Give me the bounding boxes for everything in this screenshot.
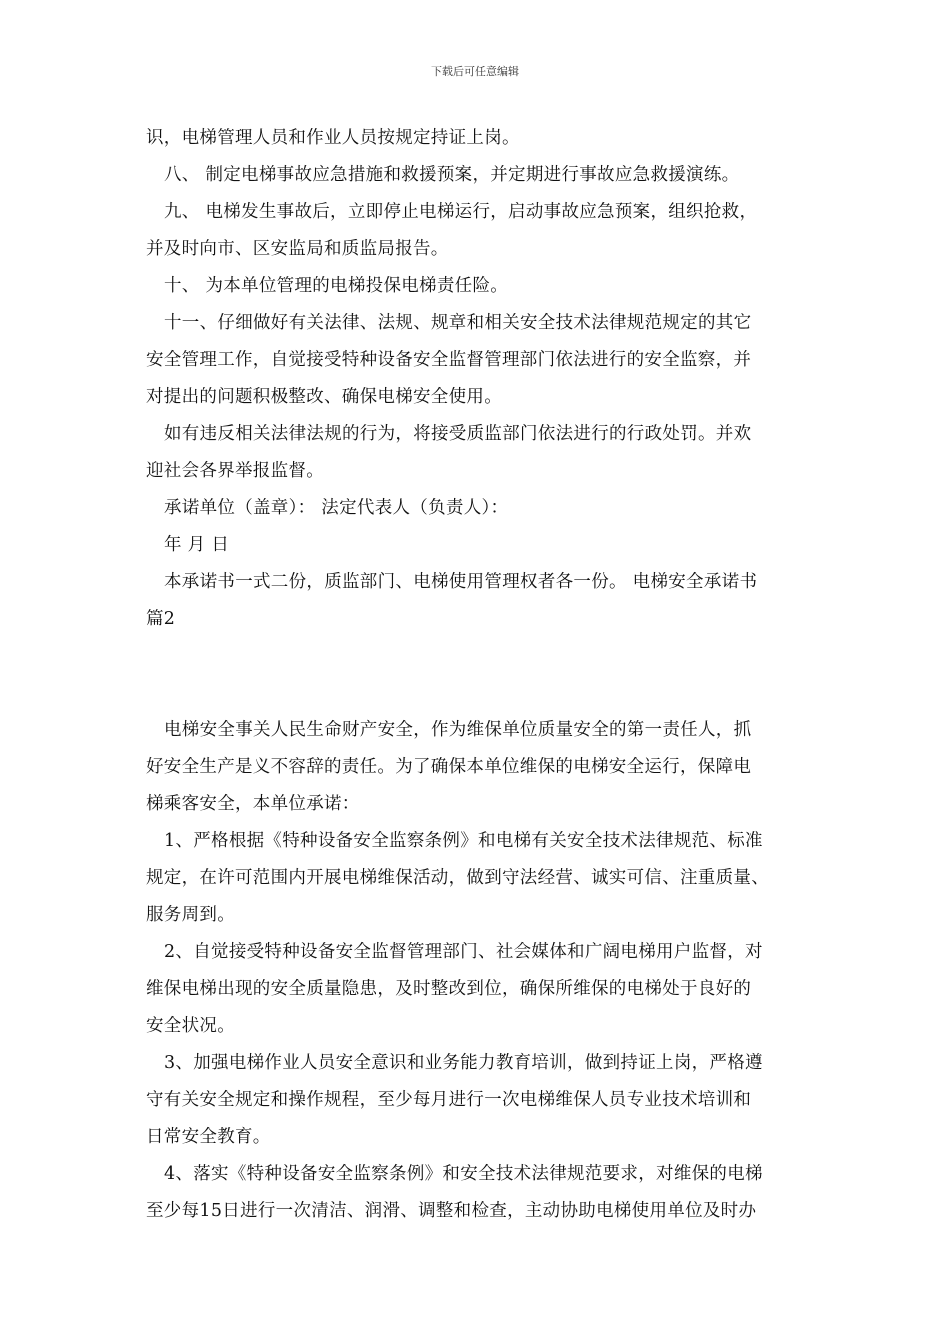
text-line: 维保电梯出现的安全质量隐患，及时整改到位，确保所维保的电梯处于良好的 [146,979,752,999]
blank-gap [146,638,811,712]
text-line: 至少每15日进行一次清洁、润滑、调整和检查，主动协助电梯使用单位及时办 [146,1201,757,1221]
text-line: 识，电梯管理人员和作业人员按规定持证上岗。 [146,128,520,148]
text-line: 好安全生产是义不容辞的责任。为了确保本单位维保的电梯安全运行，保障电 [146,757,752,777]
text-line: 4、落实《特种设备安全监察条例》和安全技术法律规范要求，对维保的电梯 [164,1164,763,1184]
text-line: 守有关安全规定和操作规程，至少每月进行一次电梯维保人员专业技术培训和 [146,1090,752,1110]
text-line: 九、 电梯发生事故后，立即停止电梯运行，启动事故应急预案，组织抢救， [164,202,758,222]
text-line: 对提出的问题积极整改、确保电梯安全使用。 [146,387,502,407]
text-line: 1、严格根据《特种设备安全监察条例》和电梯有关安全技术法律规范、标准 [164,831,763,851]
text-line: 规定，在许可范围内开展电梯维保活动，做到守法经营、诚实可信、注重质量、 [146,868,769,888]
text-line: 篇2 [146,609,176,629]
text-line: 八、 制定电梯事故应急措施和救援预案，并定期进行事故应急救援演练。 [164,165,740,185]
text-line: 服务周到。 [146,905,235,925]
text-line: 承诺单位（盖章）： 法定代表人（负责人）： [164,498,509,518]
text-line: 十一、仔细做好有关法律、法规、规章和相关安全技术法律规范规定的其它 [164,313,752,333]
text-line: 如有违反相关法律法规的行为，将接受质监部门依法进行的行政处罚。并欢 [164,424,752,444]
text-line: 迎社会各界举报监督。 [146,461,324,481]
page-header: 下载后可任意编辑 [431,65,519,78]
text-line: 年 月 日 [164,535,230,555]
text-line: 并及时向市、区安监局和质监局报告。 [146,239,449,259]
text-line: 十、 为本单位管理的电梯投保电梯责任险。 [164,276,509,296]
text-line: 本承诺书一式二份，质监部门、电梯使用管理权者各一份。 电梯安全承诺书 [164,572,758,592]
text-line: 梯乘客安全，本单位承诺： [146,794,360,814]
document-body [146,120,811,1230]
text-line: 安全状况。 [146,1016,235,1036]
text-line: 安全管理工作，自觉接受特种设备安全监督管理部门依法进行的安全监察，并 [146,350,752,370]
text-line: 2、自觉接受特种设备安全监督管理部门、社会媒体和广阔电梯用户监督，对 [164,942,763,962]
text-line: 3、加强电梯作业人员安全意识和业务能力教育培训，做到持证上岗，严格遵 [164,1053,763,1073]
text-line: 电梯安全事关人民生命财产安全，作为维保单位质量安全的第一责任人，抓 [164,720,752,740]
text-line: 日常安全教育。 [146,1127,271,1147]
